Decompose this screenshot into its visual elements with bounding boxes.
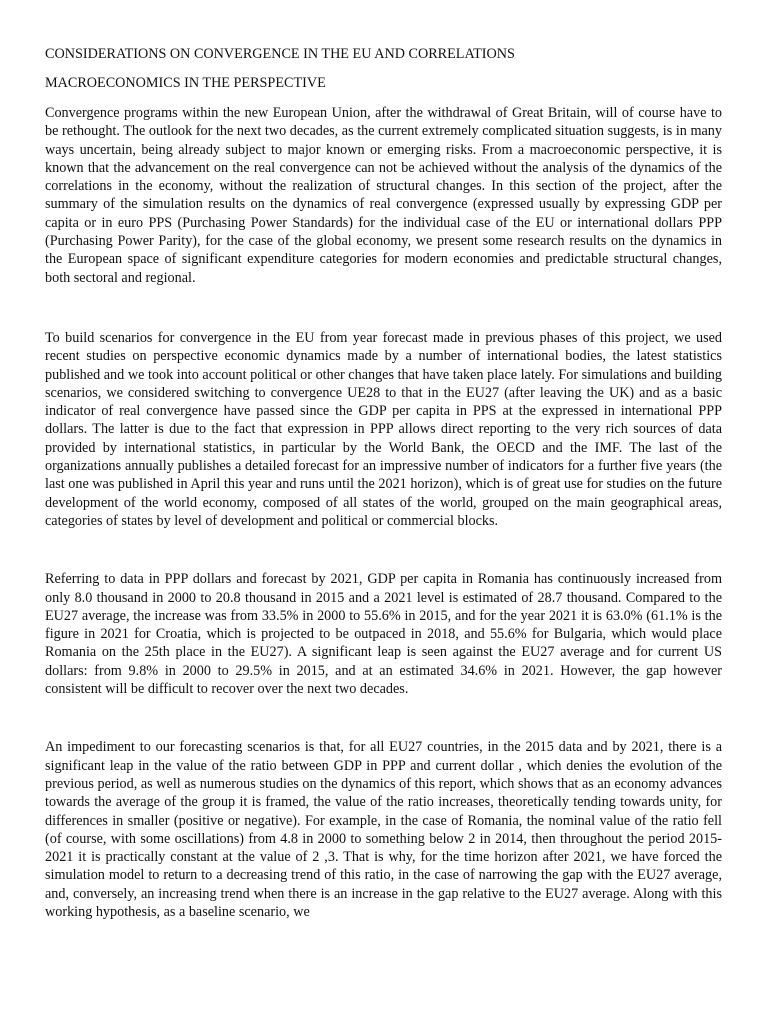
paragraph-spacer bbox=[45, 530, 722, 570]
document-heading-subtitle: MACROECONOMICS IN THE PERSPECTIVE bbox=[45, 75, 326, 91]
paragraph-spacer bbox=[45, 698, 722, 738]
paragraph-impediment: An impediment to our forecasting scenarios is that, for all EU27 countries, in the 2015 data and by 2021, there is a significant leap in the value of the ratio between GDP in PPP and current dollar , which denies the evolution of the previous period, as well as numerous studies on the dynamics of this report, which shows that as an economy advances towards the average of the group it is framed, the value of the ratio increases, theoretically tending towards unity, for differences in smaller (positive or negative). For example, in the case of Romania, the nominal value of the ratio fell (of course, with some oscillations) from 4.8 in 2000 to something below 2 in 2014, then throughout the period 2015-2021 it is practically constant at the value of 2 ,3. That is why, for the time horizon after 2021, we have forced the simulation model to return to a decreasing trend of this ratio, in the case of narrowing the gap with the EU27 average, and, conversely, an increasing trend when there is an increase in the gap relative to the EU27 average. Along with this working hypothesis, as a baseline scenario, we bbox=[45, 739, 722, 920]
paragraph-scenarios: To build scenarios for convergence in the EU from year forecast made in previous phases of this project, we used recent studies on perspective economic dynamics made by a number of international bodies, the latest statistics published and we took into account political or other changes that have taken place lately. For simulations and building scenarios, we considered switching to convergence UE28 to that in the EU27 (after leaving the UK) and as a basic indicator of real convergence have passed since the GDP per capita in PPS at the expressed in international PPP dollars. The latter is due to the fact that expression in PPP allows direct reporting to the very rich sources of data provided by international statistics, in particular by the World Bank, the OECD and the IMF. The last of the organizations annually publishes a detailed forecast for an impressive number of indicators for a further five years (the last one was published in April this year and runs until the 2021 horizon), which is of great use for studies on the future development of the world economy, composed of all states of the world, grouped on the main geographical areas, categories of states by level of development and political or commercial blocks. bbox=[45, 329, 722, 529]
document-heading-title: CONSIDERATIONS ON CONVERGENCE IN THE EU AND CORRELATIONS bbox=[45, 46, 515, 62]
paragraph-intro: Convergence programs within the new European Union, after the withdrawal of Great Britain, will of course have to be rethought. The outlook for the next two decades, as the current extremely complicated situation suggests, is in many ways uncertain, being already subject to major known or emerging risks. From a macroeconomic perspective, it is known that the advancement on the real convergence can not be achieved without the analysis of the dynamics of the correlations in the economy, without the realization of structural changes. In this section of the project, after the summary of the simulation results on the dynamics of real convergence (expressed usually by expressing GDP per capita or in euro PPS (Purchasing Power Standards) for the individual case of the EU or international dollars PPP (Purchasing Power Parity), for the case of the global economy, we present some research results on the dynamics in the European space of significant expenditure categories for modern economies and predictable structural changes, both sectoral and regional. bbox=[45, 105, 722, 286]
paragraph-spacer bbox=[45, 287, 722, 329]
paragraph-romania-gdp: Referring to data in PPP dollars and forecast by 2021, GDP per capita in Romania has continuously increased from only 8.0 thousand in 2000 to 20.8 thousand in 2015 and a 2021 level is estimated of 28.7 thousand. Compared to the EU27 average, the increase was from 33.5% in 2000 to 55.6% in 2015, and for the year 2021 it is 63.0% (61.1% is the figure in 2021 for Croatia, which is projected to be outpaced in 2018, and 55.6% for Bulgaria, which would place Romania on the 25th place in the EU27). A significant leap is seen against the EU27 average and for current US dollars: from 9.8% in 2000 to 29.5% in 2015, and at an estimated 34.6% in 2021. However, the gap however consistent will be difficult to recover over the next two decades. bbox=[45, 571, 722, 698]
document-page bbox=[45, 45, 722, 921]
